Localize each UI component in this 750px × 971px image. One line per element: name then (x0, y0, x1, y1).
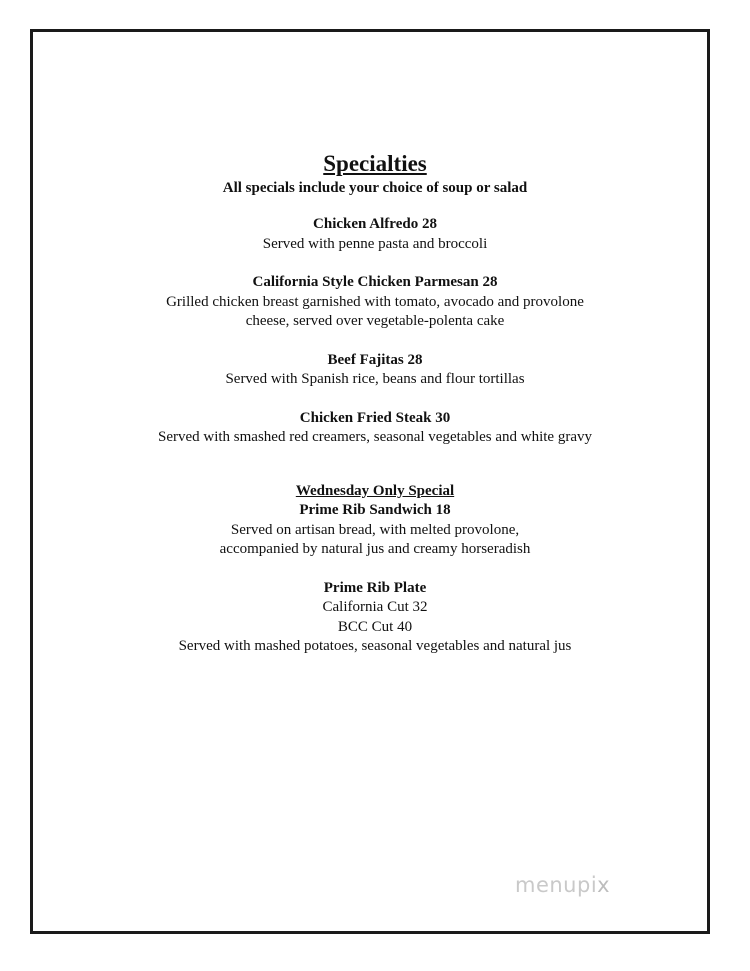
menu-item-name: California Style Chicken Parmesan 28 (252, 274, 498, 290)
watermark-text-tail: x (597, 873, 611, 897)
menu-item (0, 501, 750, 560)
menu-item-name: Chicken Alfredo 28 (313, 216, 437, 232)
menu-item (0, 273, 750, 332)
menu-item (0, 409, 750, 448)
menu-item-name: Prime Rib Plate (323, 579, 427, 596)
menu-item (0, 579, 750, 657)
menu-item-description: Served with smashed red creamers, seasonal vegetables and white gravy (157, 429, 592, 445)
menu-item-name: Beef Fajitas 28 (327, 351, 423, 368)
menu-item (0, 215, 750, 254)
menu-item-name: Chicken Fried Steak 30 (299, 409, 451, 426)
menu-item-description: Served with penne pasta and broccoli (262, 235, 488, 252)
menu-item-price-line: BCC Cut 40 (337, 618, 413, 635)
page-title: Specialties (323, 151, 427, 176)
menu-item-description: cheese, served over vegetable-polenta cake (245, 313, 505, 329)
menu-item-description: Served with mashed potatoes, seasonal vegetables and natural jus (178, 638, 572, 654)
menu-item-description: Served on artisan bread, with melted provolone, (230, 521, 520, 538)
menu-item-description: Served with Spanish rice, beans and flour tortillas (225, 371, 525, 387)
wednesday-special-heading: Wednesday Only Special (295, 482, 455, 499)
menu-subtitle: All specials include your choice of soup or salad (222, 180, 528, 196)
menupix-watermark (515, 873, 610, 897)
menu-item (0, 351, 750, 390)
menu-item-price-line: California Cut 32 (322, 599, 428, 615)
menu-item-name: Prime Rib Sandwich 18 (299, 502, 451, 518)
menu-content (0, 150, 750, 676)
menu-item-description: accompanied by natural jus and creamy horseradish (219, 541, 531, 557)
watermark-text: menupi (515, 873, 598, 897)
menu-item-description: Grilled chicken breast garnished with tomato, avocado and provolone (166, 293, 584, 310)
